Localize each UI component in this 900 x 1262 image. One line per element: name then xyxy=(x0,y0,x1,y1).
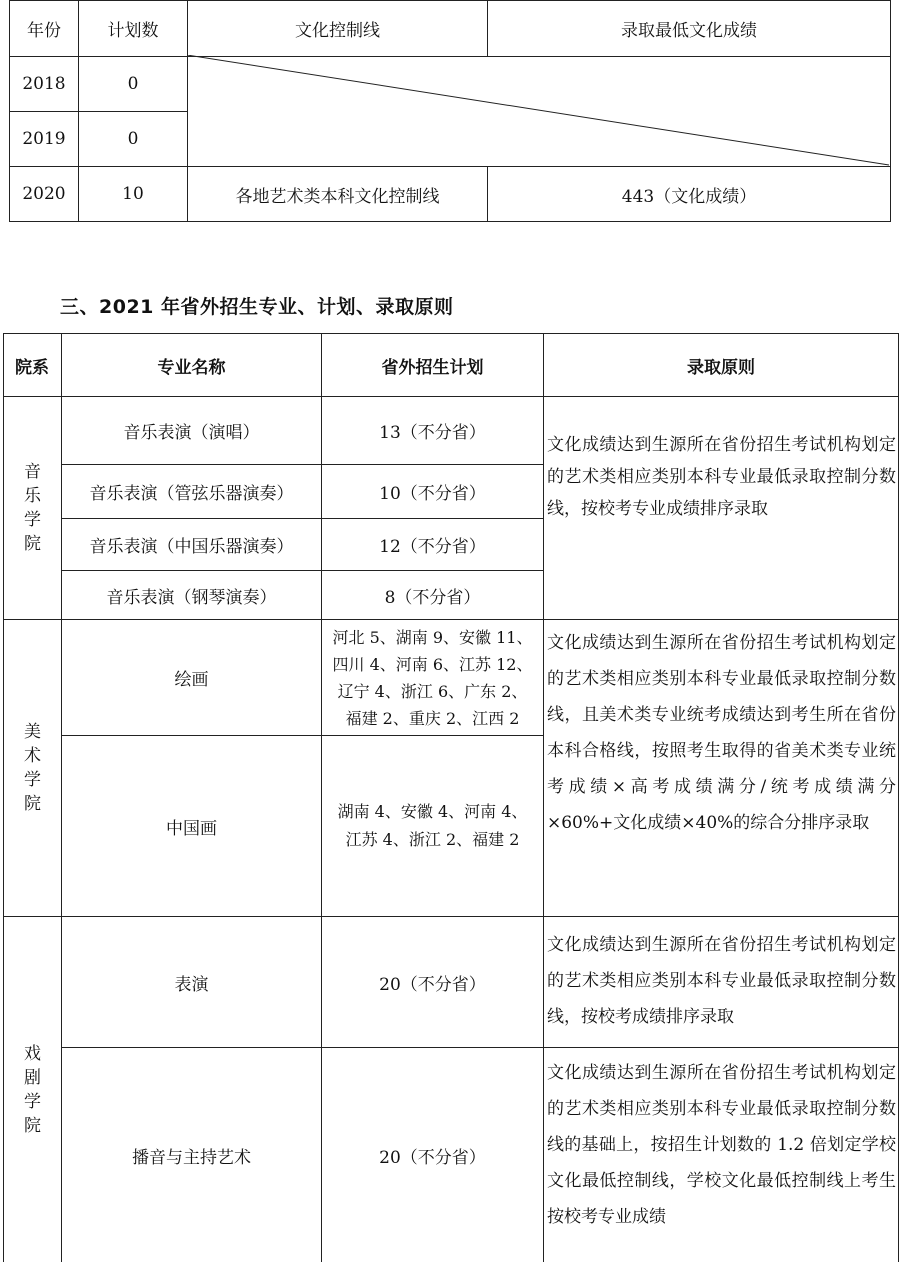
row-2020-year: 2020 xyxy=(22,184,66,204)
dept-char: 院 xyxy=(24,534,41,554)
diagonal-line xyxy=(187,55,890,167)
major-name: 表演 xyxy=(174,974,209,995)
major-quota xyxy=(322,736,543,916)
major-name: 播音与主持艺术 xyxy=(132,1147,251,1168)
header-year: 年份 xyxy=(27,21,61,41)
plan-table xyxy=(3,333,899,1262)
major-name: 音乐表演（钢琴演奏） xyxy=(106,587,277,608)
header-quota: 省外招生计划 xyxy=(381,357,484,378)
major-name: 中国画 xyxy=(166,818,217,839)
dept-char: 剧 xyxy=(24,1067,41,1088)
major-name: 音乐表演（中国乐器演奏） xyxy=(89,537,294,557)
header-control-line: 文化控制线 xyxy=(295,21,380,41)
major-name: 绘画 xyxy=(174,670,209,690)
major-quota xyxy=(322,620,543,735)
major-name: 音乐表演（演唱） xyxy=(123,423,260,443)
major-name: 音乐表演（管弦乐器演奏） xyxy=(89,484,294,504)
row-2018-year: 2018 xyxy=(22,74,66,94)
major-quota: 20（不分省） xyxy=(379,974,486,995)
dept-music xyxy=(4,397,61,619)
major-quota: 20（不分省） xyxy=(379,1147,486,1168)
major-quota: 12（不分省） xyxy=(379,537,486,557)
principle-music: 文化成绩达到生源所在省份招生考试机构划定的艺术类相应类别本科专业最低录取控制分数线，按校考专业成绩排序录取 xyxy=(547,435,896,519)
row-2019-plan: 0 xyxy=(127,129,139,149)
quota-line: 福建 2、重庆 2、江西 2 xyxy=(345,708,520,728)
dept-char: 院 xyxy=(24,794,41,814)
section-heading: 三、2021 年省外招生专业、计划、录取原则 xyxy=(60,296,454,318)
quota-line: 河北 5、湖南 9、安徽 11、 xyxy=(332,627,533,647)
dept-char: 学 xyxy=(24,770,41,790)
dept-char: 学 xyxy=(24,1091,41,1112)
dept-drama xyxy=(4,917,61,1262)
header-plan: 计划数 xyxy=(107,21,159,41)
dept-char: 学 xyxy=(24,510,41,530)
dept-fine-arts xyxy=(4,620,61,916)
dept-char: 乐 xyxy=(24,486,41,506)
quota-line: 四川 4、河南 6、江苏 12、 xyxy=(332,654,533,674)
header-department: 院系 xyxy=(15,357,49,378)
row-2018-plan: 0 xyxy=(127,74,139,94)
row-2019-year: 2019 xyxy=(22,129,66,149)
major-quota: 13（不分省） xyxy=(379,423,486,443)
quota-line: 辽宁 4、浙江 6、广东 2、 xyxy=(337,681,528,701)
major-quota: 8（不分省） xyxy=(384,587,481,608)
dept-char: 音 xyxy=(24,462,41,482)
quota-line: 湖南 4、安徽 4、河南 4、 xyxy=(337,802,528,821)
dept-char: 院 xyxy=(24,1115,41,1136)
header-min-score: 录取最低文化成绩 xyxy=(621,21,757,41)
dept-char: 戏 xyxy=(24,1043,41,1064)
principle-fine-arts: 文化成绩达到生源所在省份招生考试机构划定的艺术类相应类别本科专业最低录取控制分数线，且美术类专业统考成绩达到考生所在省份本科合格线，按照考生取得的省美术类专业统考成绩×高考成绩满分/统考成绩满分×60%+文化成绩×40%的综合分排序录取 xyxy=(547,633,896,833)
header-principle: 录取原则 xyxy=(687,357,755,378)
row-2020-plan: 10 xyxy=(122,184,144,204)
major-quota: 10（不分省） xyxy=(379,484,486,504)
dept-char: 美 xyxy=(24,722,41,742)
header-major: 专业名称 xyxy=(157,357,226,378)
row-2020-control-line: 各地艺术类本科文化控制线 xyxy=(235,186,440,207)
principle-broadcasting: 文化成绩达到生源所在省份招生考试机构划定的艺术类相应类别本科专业最低录取控制分数线的基础上，按招生计划数的 1.2 倍划定学校文化最低控制线，学校文化最低控制线上考生按校考专业成绩 xyxy=(547,1063,896,1227)
dept-char: 术 xyxy=(24,746,41,766)
principle-acting: 文化成绩达到生源所在省份招生考试机构划定的艺术类相应类别本科专业最低录取控制分数线，按校考成绩排序录取 xyxy=(547,935,896,1027)
quota-line: 江苏 4、浙江 2、福建 2 xyxy=(345,830,520,849)
row-2020-min-score: 443（文化成绩） xyxy=(621,186,757,207)
